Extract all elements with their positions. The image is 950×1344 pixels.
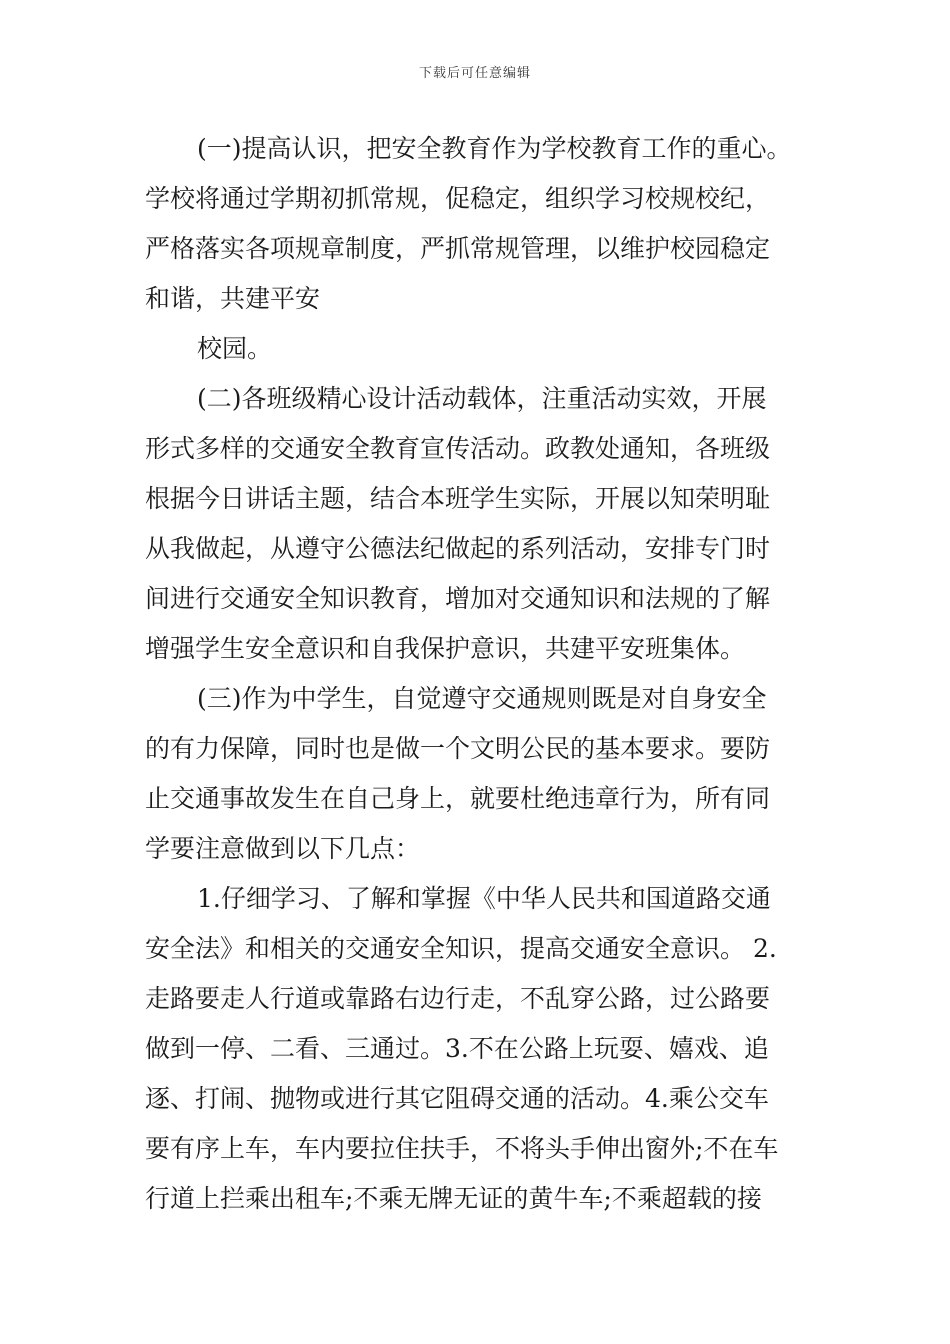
- paragraph-line: 根据今日讲话主题，结合本班学生实际，开展以知荣明耻: [145, 484, 771, 513]
- paragraph-line: 1.仔细学习、了解和掌握《中华人民共和国道路交通: [197, 884, 771, 913]
- paragraph-line: 形式多样的交通安全教育宣传活动。政教处通知，各班级: [145, 434, 771, 463]
- paragraph-line: (一)提高认识，把安全教育作为学校教育工作的重心。: [197, 134, 792, 163]
- paragraph-line: 从我做起，从遵守公德法纪做起的系列活动，安排专门时: [145, 534, 771, 563]
- paragraph-line: 和谐，共建平安: [145, 284, 321, 313]
- paragraph-line: 行道上拦乘出租车;不乘无牌无证的黄牛车;不乘超载的接: [145, 1184, 762, 1213]
- paragraph-line: 止交通事故发生在自己身上，就要杜绝违章行为，所有同: [145, 784, 771, 813]
- paragraph-line: 间进行交通安全知识教育，增加对交通知识和法规的了解: [145, 584, 771, 613]
- paragraph-line: 学要注意做到以下几点：: [145, 834, 421, 863]
- page-header-note: 下载后可任意编辑: [418, 66, 531, 81]
- paragraph-line: (二)各班级精心设计活动载体，注重活动实效，开展: [197, 384, 767, 413]
- paragraph-line: 做到一停、二看、三通过。3.不在公路上玩耍、嬉戏、追: [145, 1034, 769, 1063]
- paragraph-line: 增强学生安全意识和自我保护意识，共建平安班集体。: [145, 634, 746, 663]
- paragraph-line: 严格落实各项规章制度，严抓常规管理，以维护校园稳定: [145, 234, 771, 263]
- paragraph-line: (三)作为中学生，自觉遵守交通规则既是对自身安全: [197, 684, 767, 713]
- paragraph-line: 安全法》和相关的交通安全知识，提高交通安全意识。 2.: [145, 934, 777, 963]
- paragraph-line: 校园。: [197, 334, 273, 363]
- paragraph-line: 要有序上车，车内要拉住扶手，不将头手伸出窗外;不在车: [145, 1134, 779, 1163]
- paragraph-line: 学校将通过学期初抓常规，促稳定，组织学习校规校纪，: [145, 184, 771, 213]
- paragraph-line: 的有力保障，同时也是做一个文明公民的基本要求。要防: [145, 734, 771, 763]
- paragraph-line: 逐、打闹、抛物或进行其它阻碍交通的活动。4.乘公交车: [145, 1084, 769, 1113]
- paragraph-line: 走路要走人行道或靠路右边行走，不乱穿公路，过公路要: [145, 984, 771, 1013]
